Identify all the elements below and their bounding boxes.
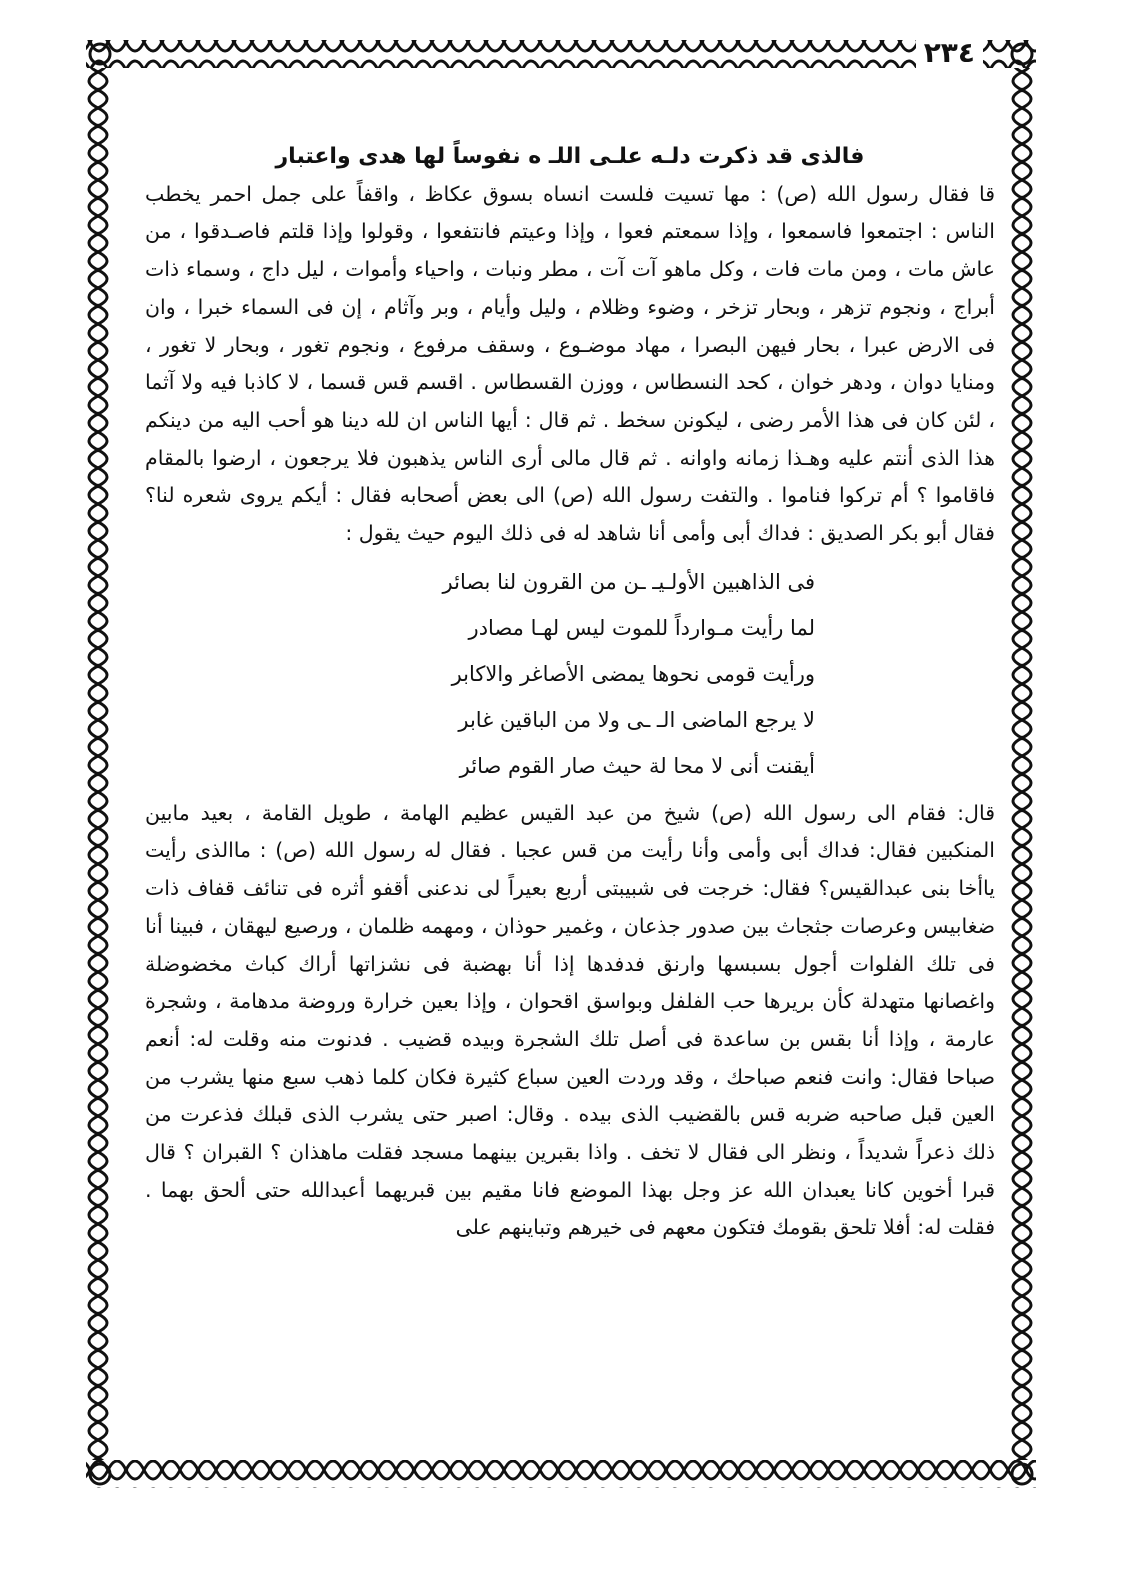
poem-verse: فى الذاهبين الأولـيـ ـن من القرون لنا بصائر [442,569,815,594]
poem [145,559,995,789]
page-body [145,138,995,1388]
heading-verse: فالذى قد ذكرت دلـه علـى اللـ ه نفوساً لها هدى واعتبار [275,144,865,169]
paragraph-1: قا فقال رسول الله (ص) : مها تسيت فلست انساه بسوق عكاظ ، واقفاً على جمل احمر يخطب الناس : اجتمعوا فاسمعوا ، وإذا سمعتم فعوا ، وإذا وعيتم فانتفعوا ، وقولوا وإذا قلتم فاصـدقوا ، من عاش مات ، ومن مات فات ، وكل ماهو آت آت ، مطر ونبات ، واحياء وأموات ، ليل داج ، وسماء ذات أبراج ، ونجوم تزهر ، وبحار تزخر ، وضوء وظلام ، وليل وأيام ، وبر وآثام ، إن فى السماء خبرا ، وان فى الارض عبرا ، بحار فيهن البصرا ، مهاد موضـوع ، وسقف مرفوع ، ونجوم تغور ، وبحار لا تغور ، ومنايا دوان ، ودهر خوان ، كحد النسطاس ، ووزن القسطاس . اقسم قس قسما ، لا كاذبا فيه ولا آثما ، لئن كان فى هذا الأمر رضى ، ليكونن سخط . ثم قال : أيها الناس ان لله دينا هو أحب اليه من دينكم هذا الذى أنتم عليه وهـذا زمانه واوانه . ثم قال مالى أرى الناس يذهبون فلا يرجعون ، ارضوا بالمقام فاقاموا ؟ أم تركوا فناموا . والتفت رسول الله (ص) الى بعض أصحابه فقال : أيكم يروى شعره لنا؟ فقال أبو بكر الصديق : فداك أبى وأمى أنا شاهد له فى ذلك اليوم حيث يقول : [145,181,995,546]
poem-verse: أيقنت أنى لا محا لة حيث صار القوم صائر [459,753,815,778]
page-number: ٢٣٤ [916,38,983,68]
poem-verse: ورأيت قومى نحوها يمضى الأصاغر والاكابر [451,661,815,686]
paragraph-2: قال: فقام الى رسول الله (ص) شيخ من عبد القيس عظيم الهامة ، طويل القامة ، بعيد مابين المنكبين فقال: فداك أبى وأمى وأنا رأيت من قس عجبا . فقال له رسول الله (ص) : ماالذى رأيت ياأخا بنى عبدالقيس؟ فقال: خرجت فى شبيبتى أربع بعيراً لى ندعنى أقفو أثره فى تنائف قفاف ذات ضغابيس وعرصات جثجاث بين صدور جذعان ، وغمير حوذان ، ومهمه ظلمان ، ورصيع ليهقان ، فبينا أنا فى تلك الفلوات أجول بسبسها وارنق فدفدها إذا أنا بهضبة فى نشزاتها أراك كباث مخضوضلة واغصانها متهدلة كأن بريرها حب الفلفل وبواسق اقحوان ، وإذا بعين خرارة وروضة مدهامة ، وشجرة عارمة ، وإذا أنا بقس بن ساعدة فى أصل تلك الشجرة وبيده قضيب . فدنوت منه وقلت له: أنعم صباحا فقال: وانت فنعم صباحك ، وقد وردت العين سباع كثيرة فكان كلما ذهب سبع منها يشرب من العين قبل صاحبه ضربه قس بالقضيب الذى بيده . وقال: اصبر حتى يشرب الذى قبلك فذعرت من ذلك ذعراً شديداً ، ونظر الى فقال لا تخف . واذا بقبرين بينهما مسجد فقلت ماهذان ؟ القبران ؟ قال قبرا أخوين كانا يعبدان الله عز وجل بهذا الموضع فانا مقيم بين قبريهما أعبدالله حتى ألحق بهما . فقلت له: أفلا تلحق بقومك فتكون معهم فى خيرهم وتباينهم على [145,800,995,1240]
poem-verse: لما رأيت مـوارداً للموت ليس لهـا مصادر [468,615,815,640]
poem-verse: لا يرجع الماضى الـ ـى ولا من الباقين غابر [458,707,815,732]
